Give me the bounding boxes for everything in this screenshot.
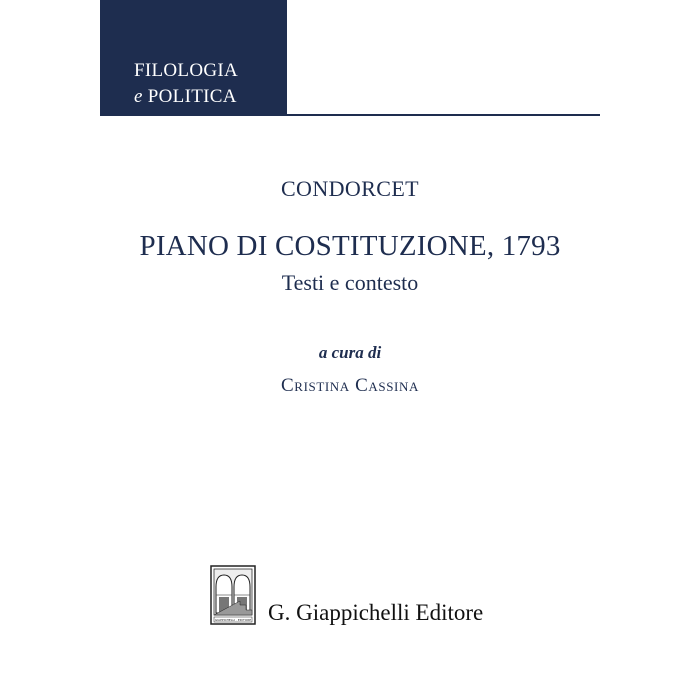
book-cover [100,0,600,680]
book-subtitle: Testi e contesto [281,270,419,295]
curated-by-label: a cura di [318,343,382,362]
series-block [100,0,287,115]
series-name-line2 [134,86,237,108]
book-title: PIANO DI COSTITUZIONE, 1793 [139,230,561,262]
publisher-logo-icon [210,565,256,625]
author-name: CONDORCET [280,176,420,201]
series-name-rest: POLITICA [147,86,237,107]
publisher-name: G. Giappichelli Editore [268,600,484,625]
header-rule [100,114,600,116]
editor-name: Cristina Cassina [281,375,419,396]
series-name-prefix: e [134,86,143,107]
series-name-line1: FILOLOGIA [134,60,239,81]
logo-text: GIAPPICHELLI · EDITORE [214,618,252,622]
